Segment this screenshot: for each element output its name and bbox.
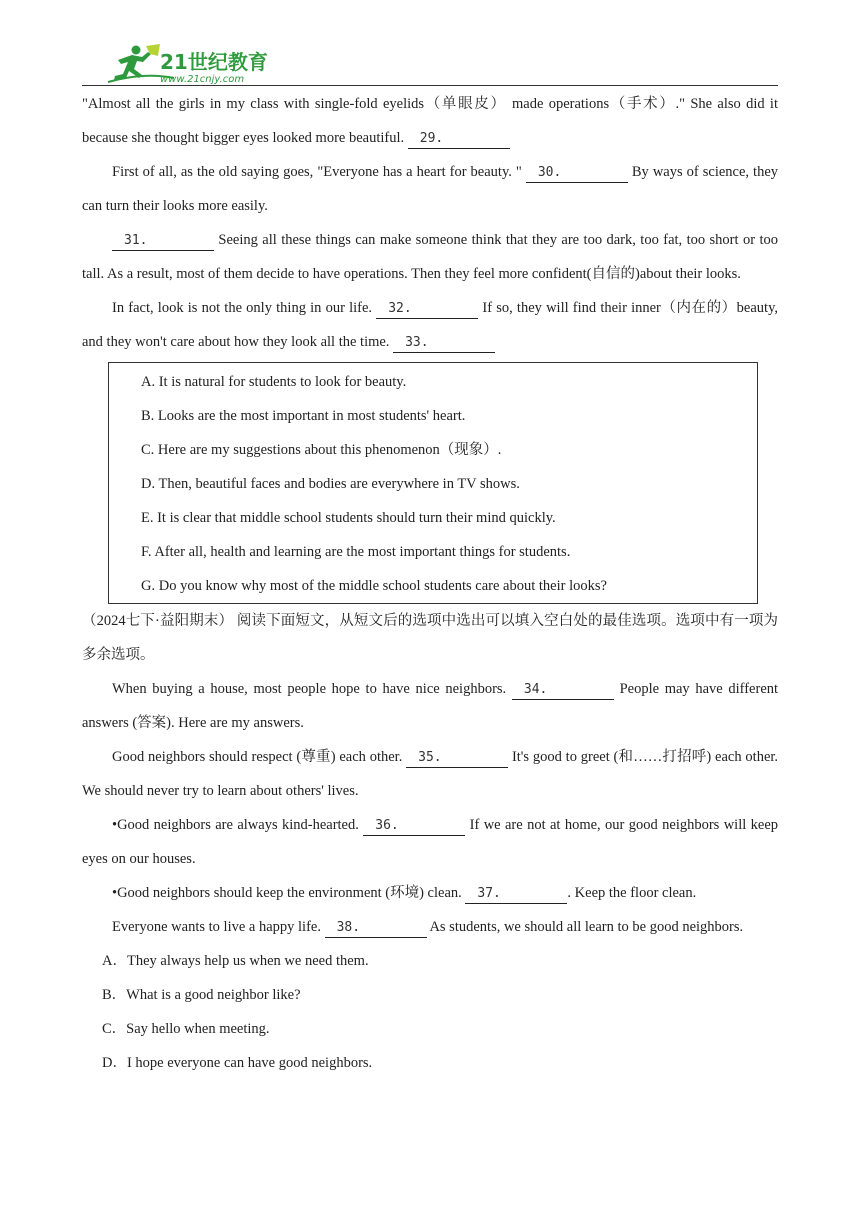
option-f: F. After all, health and learning are the most important things for students. [141,544,571,560]
blank-36[interactable]: 36. [363,817,465,836]
paragraph: •Good neighbors should keep the environment (环境) clean. 37. . Keep the floor clean. [82,876,778,910]
blank-35[interactable]: 35. [406,749,508,768]
blank-29[interactable]: 29. [408,130,510,149]
blank-38[interactable]: 38. [325,919,427,938]
logo [104,42,274,84]
blank-37[interactable]: 37. [465,885,567,904]
question-instruction: （2024七下·益阳期末） 阅读下面短文，从短文后的选项中选出可以填入空白处的最佳选项。选项中有一项为多余选项。 [82,613,778,663]
header-divider [82,85,778,86]
blank-30[interactable]: 30. [526,164,628,183]
running-man-icon [114,44,160,80]
paragraph: "Almost all the girls in my class with single-fold eyelids（单眼皮） made operations（手术）." She also did it because she thought bigger eyes looked more beautiful. 29. [82,87,778,155]
blank-33[interactable]: 33. [393,334,495,353]
blank-31[interactable]: 31. [112,232,214,251]
paragraph: When buying a house, most people hope to have nice neighbors. 34. People may have different answers (答案). Here are my answers. [82,681,779,731]
option-b: B. Looks are the most important in most students' heart. [141,408,466,424]
page-header [82,40,778,86]
blank-34[interactable]: 34. [512,681,614,700]
option-b: B．What is a good neighbor like? [102,987,301,1003]
svg-text:www.21cnjy.com: www.21cnjy.com [160,74,245,84]
option-g: G. Do you know why most of the middle school students care about their looks? [141,578,607,594]
document-body [82,87,778,1080]
svg-text:21世纪教育: 21世纪教育 [160,50,268,74]
paragraph: 31. Seeing all these things can make someone think that they are too dark, too fat, too short or too tall. As a result, most of them decide to have operations. Then they feel more confident(自信的)about their looks. [82,232,778,282]
option-d: D. Then, beautiful faces and bodies are everywhere in TV shows. [141,476,520,492]
option-a: A. It is natural for students to look for beauty. [141,374,407,390]
option-c: C. Here are my suggestions about this phenomenon（现象）. [141,442,502,458]
paragraph: Everyone wants to live a happy life. 38. As students, we should all learn to be good neighbors. [82,910,778,944]
option-c: C．Say hello when meeting. [102,1021,270,1037]
option-a: A．They always help us when we need them. [102,953,369,969]
option-e: E. It is clear that middle school students should turn their mind quickly. [141,510,556,526]
paragraph: First of all, as the old saying goes, "Everyone has a heart for beauty. " 30. By ways of science, they can turn their looks more easily. [82,164,779,214]
paragraph: •Good neighbors are always kind-hearted. 36. If we are not at home, our good neighbors will keep eyes on our houses. [82,817,779,867]
option-d: D．I hope everyone can have good neighbors. [102,1055,373,1071]
options-box [108,362,758,604]
paragraph: Good neighbors should respect (尊重) each other. 35. It's good to greet (和……打招呼) each other. We should never try to learn about others' lives. [82,749,779,799]
blank-32[interactable]: 32. [376,300,478,319]
paragraph: In fact, look is not the only thing in our life. 32. If so, they will find their inner（内在的）beauty, and they won't care about how they look all the time. 33. [82,291,778,359]
options-list [82,944,778,1080]
